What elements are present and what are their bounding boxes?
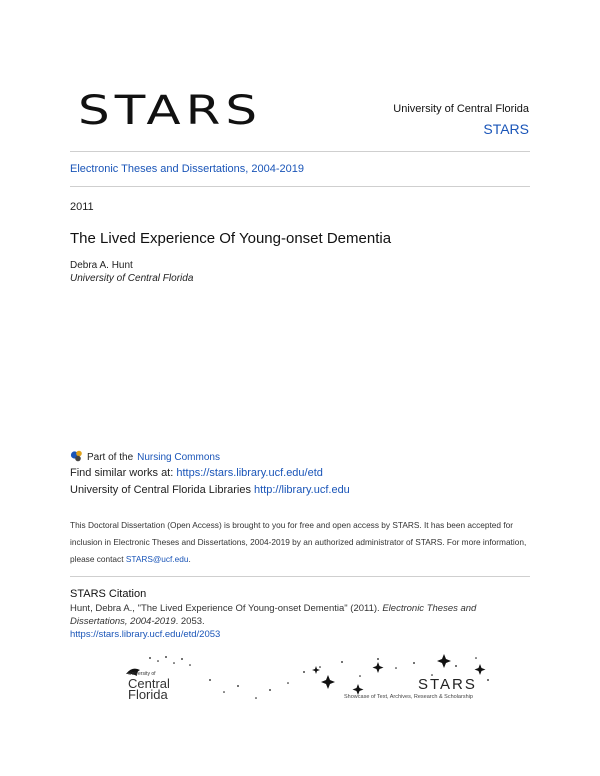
ucf-line1: Central	[128, 676, 170, 691]
disclaimer-end: .	[188, 554, 191, 564]
part-of-prefix: Part of the	[87, 452, 134, 463]
collection-link[interactable]: Electronic Theses and Dissertations, 2004-2019	[70, 163, 304, 175]
divider	[70, 186, 530, 187]
citation-number: . 2053.	[175, 616, 205, 627]
find-similar-prefix: Find similar works at:	[70, 467, 174, 479]
libraries-link[interactable]: http://library.ucf.edu	[254, 484, 350, 496]
libraries-prefix: University of Central Florida Libraries	[70, 484, 251, 496]
nursing-commons-link[interactable]: Nursing Commons	[137, 452, 220, 463]
author-name: Debra A. Hunt	[70, 260, 133, 271]
stars-repository-link[interactable]: STARS	[483, 121, 529, 137]
citation-series: Electronic Theses and Dissertations, 2004-2019	[70, 603, 477, 627]
citation-lead: Hunt, Debra A., "The Lived Experience Of Young-onset Dementia" (2011).	[70, 603, 380, 614]
disclaimer-text: This Doctoral Dissertation (Open Access) is brought to you for free and open access by STARS. It has been accepted for inclusion in Electronic Theses and Dissertations, 2004-2019 by an authorized administrator of STARS. For more information, please contact	[70, 520, 527, 564]
divider	[70, 576, 530, 577]
part-of-line	[70, 450, 220, 465]
ucf-small: University of	[128, 671, 156, 677]
citation-heading: STARS Citation	[70, 588, 147, 600]
university-name: University of Central Florida	[393, 103, 529, 115]
bepress-commons-icon	[70, 450, 83, 465]
citation-url-link[interactable]: https://stars.library.ucf.edu/etd/2053	[70, 629, 221, 640]
citation-body	[70, 602, 530, 641]
stars-logo: STARS	[78, 88, 263, 134]
ucf-footer-logo	[128, 668, 170, 701]
publication-year: 2011	[70, 201, 94, 213]
find-similar-link[interactable]: https://stars.library.ucf.edu/etd	[176, 467, 323, 479]
divider	[70, 151, 530, 152]
author-affiliation: University of Central Florida	[70, 273, 194, 284]
find-similar-line	[70, 467, 323, 479]
stars-footer-tagline: Showcase of Text, Archives, Research & Scholarship	[344, 694, 473, 700]
page-title: The Lived Experience Of Young-onset Dementia	[70, 230, 392, 247]
contact-email-link[interactable]: STARS@ucf.edu	[125, 554, 189, 564]
ucf-line2: Florida	[128, 687, 168, 702]
access-disclaimer	[70, 517, 530, 568]
stars-footer-logo: STARS	[418, 676, 477, 693]
libraries-line	[70, 484, 350, 496]
